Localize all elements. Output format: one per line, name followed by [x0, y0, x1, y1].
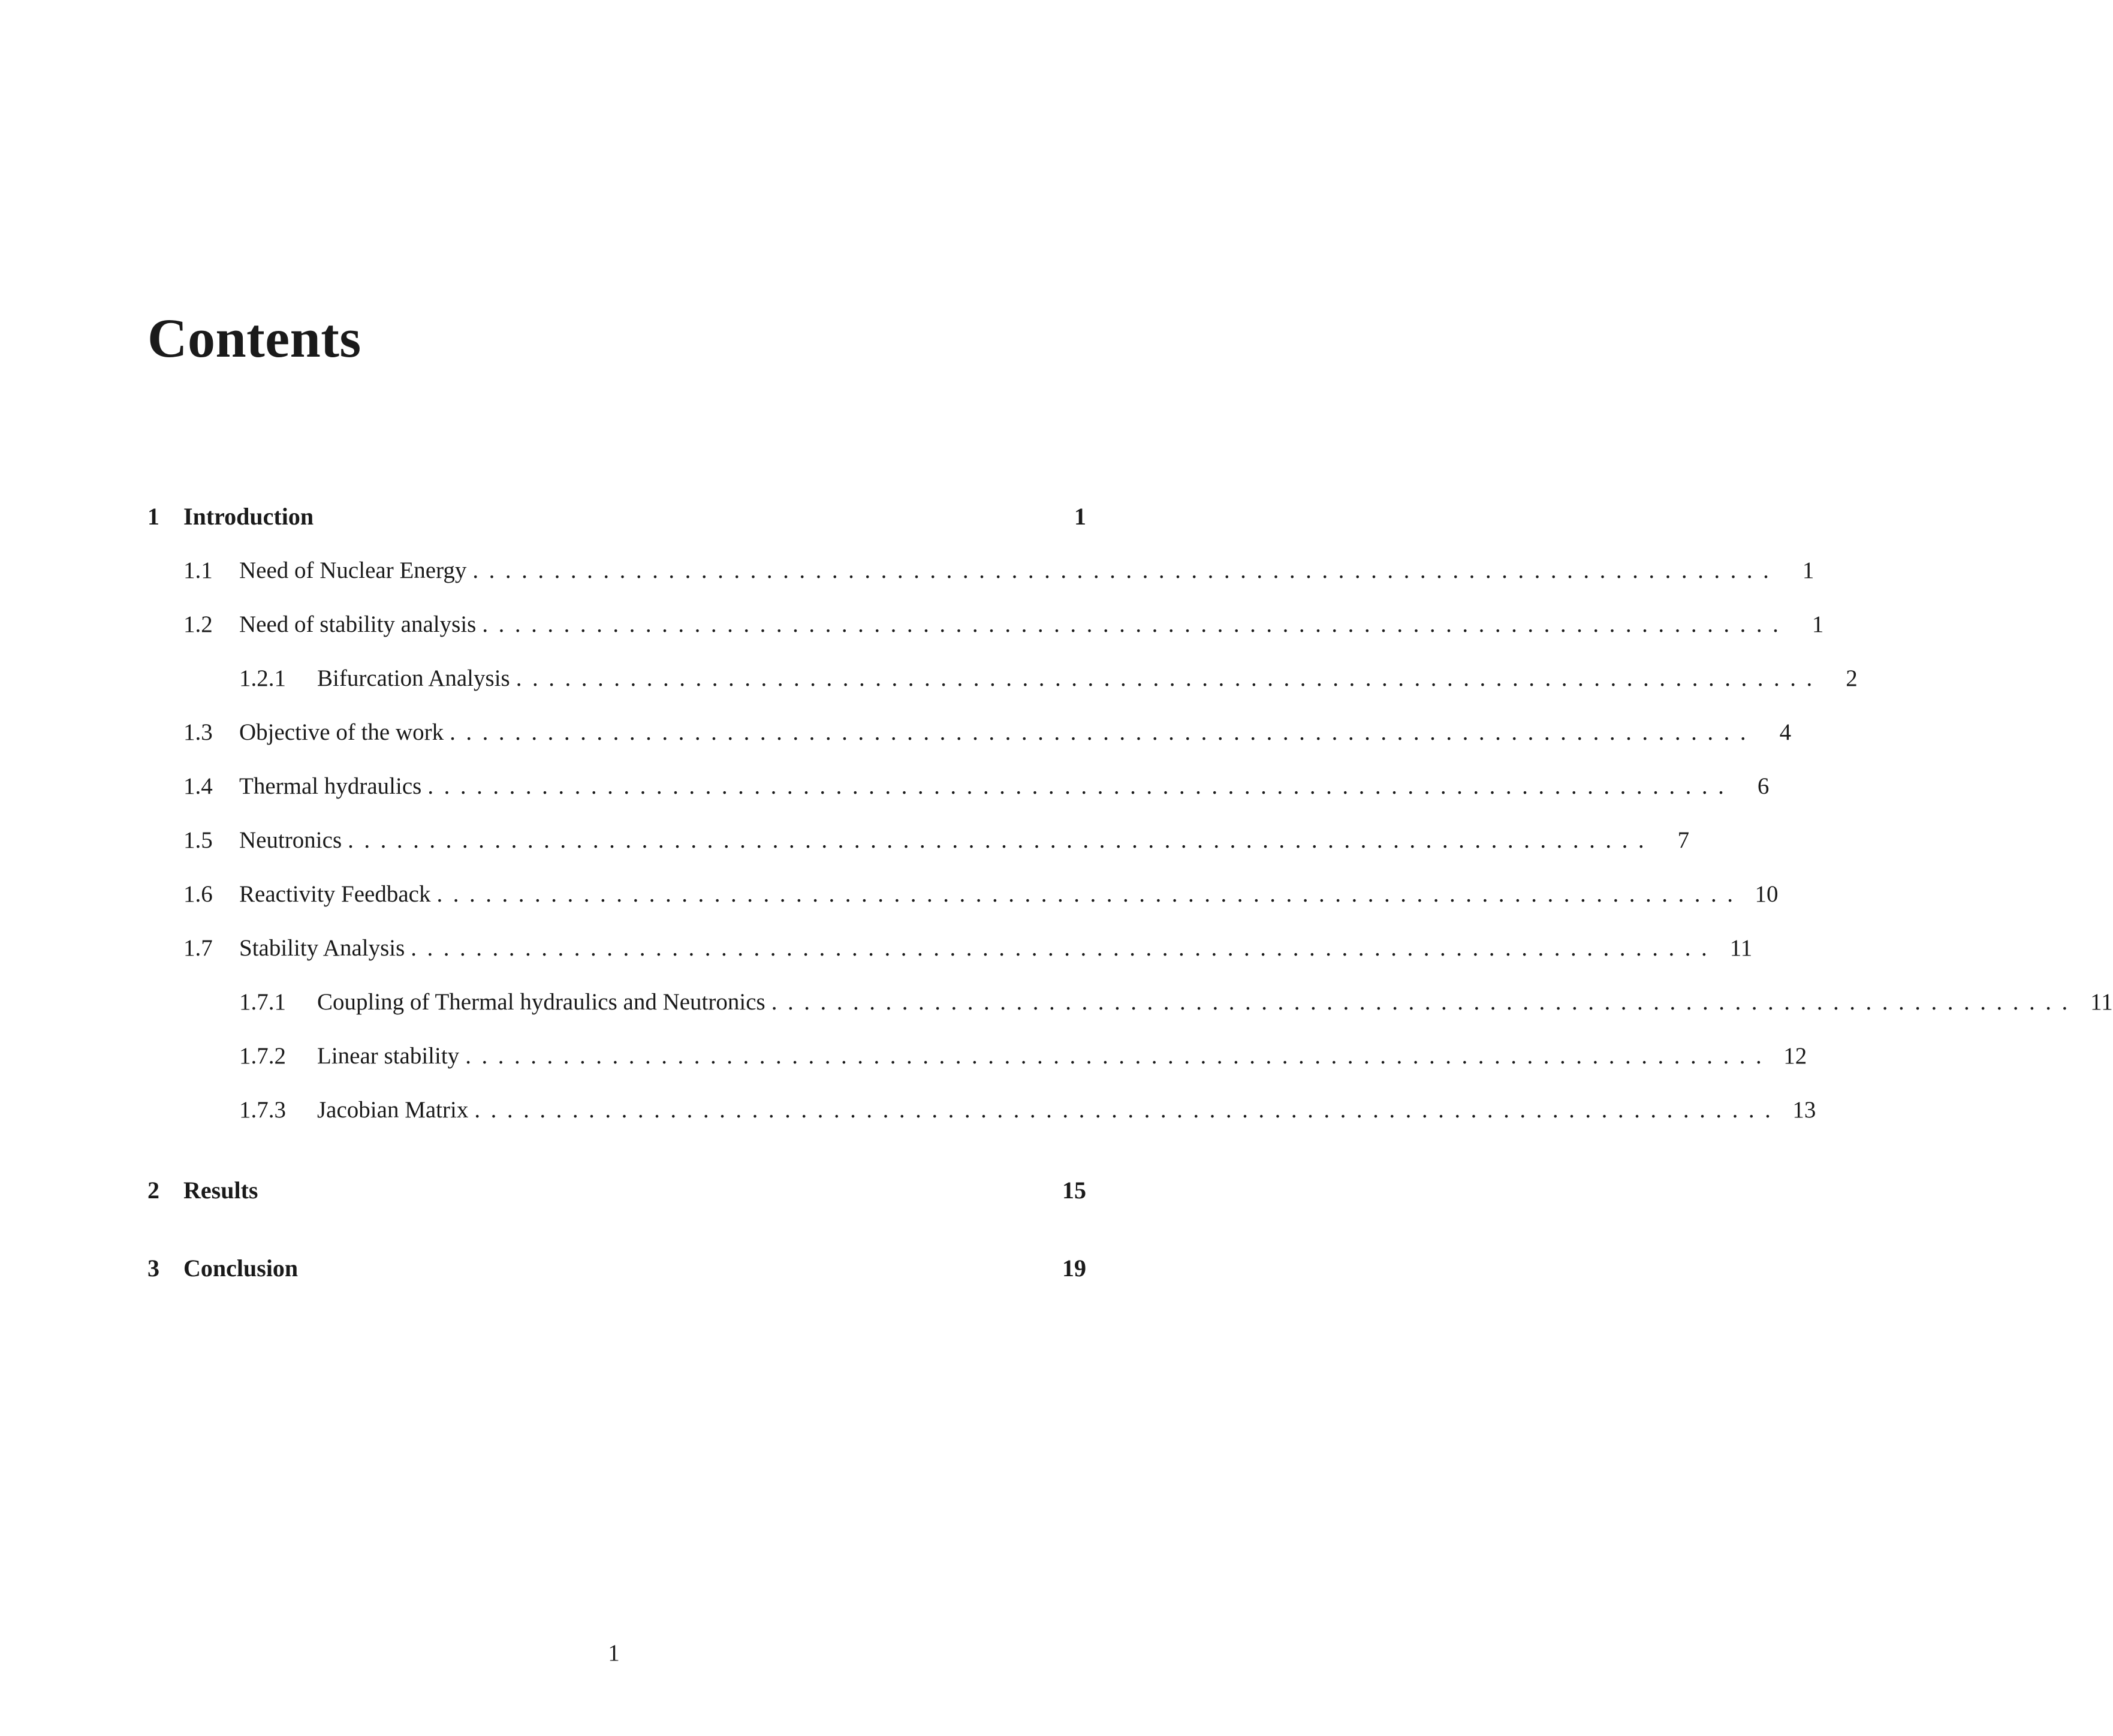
toc-dot-leader: ................................................................................ — [436, 881, 1744, 907]
toc-entry-title: Objective of the work — [239, 719, 444, 745]
toc-entry-number: 1.4 — [183, 773, 213, 799]
toc-entry-title: Introduction — [183, 503, 314, 530]
toc-page-number: 1 — [1811, 611, 1824, 637]
toc-entry-number: 1.2 — [183, 611, 213, 637]
page-title: Contents — [147, 308, 361, 369]
toc-entry-title: Linear stability — [317, 1043, 460, 1069]
toc-entry-number: 3 — [147, 1255, 159, 1282]
toc-page-number: 13 — [1792, 1097, 1816, 1123]
toc-page-number: 2 — [1846, 665, 1858, 691]
toc-entry-number: 1 — [147, 503, 159, 530]
toc-page-number: 4 — [1779, 719, 1792, 745]
toc-section-entry[interactable] — [147, 716, 1792, 749]
toc-section-entry[interactable] — [147, 770, 1770, 803]
toc-section-entry[interactable] — [147, 662, 1858, 695]
toc-page-number: 10 — [1755, 881, 1779, 907]
toc-entry-number: 1.5 — [183, 827, 213, 853]
toc-dot-leader: ................................................................................ — [474, 1097, 1782, 1123]
toc-section-entry[interactable] — [147, 1039, 1807, 1073]
toc-dot-leader: ................................................................................ — [450, 719, 1757, 745]
toc-dot-leader: ................................................................................ — [411, 935, 1718, 961]
toc-dot-leader: ................................................................................ — [516, 665, 1823, 691]
toc-page-number: 1 — [1074, 503, 1086, 530]
toc-section-entry[interactable] — [147, 878, 1779, 911]
toc-page-number: 7 — [1677, 827, 1690, 853]
toc-page-number: 12 — [1783, 1043, 1807, 1069]
toc-entry-title: Reactivity Feedback — [239, 881, 431, 907]
toc-entry-number: 1.3 — [183, 719, 213, 745]
toc-section-entry[interactable] — [147, 608, 1824, 641]
toc-dot-leader: ................................................................................ — [348, 827, 1655, 853]
toc-entry-title: Thermal hydraulics — [239, 773, 422, 799]
toc-page-number: 1 — [1802, 557, 1814, 583]
toc-entry-number: 1.6 — [183, 881, 213, 907]
toc-entry-title: Jacobian Matrix — [317, 1097, 469, 1123]
toc-entry-title: Results — [183, 1177, 258, 1204]
toc-chapter-entry[interactable] — [147, 500, 1086, 534]
toc-chapter-entry[interactable] — [147, 1252, 1086, 1285]
toc-entry-number: 2 — [147, 1177, 159, 1204]
toc-page-number: 11 — [1729, 935, 1753, 961]
toc-dot-leader: ................................................................................ — [482, 611, 1789, 637]
toc-page-number: 6 — [1757, 773, 1770, 799]
toc-page-number: 11 — [2090, 989, 2113, 1015]
toc-page-number: 19 — [1062, 1255, 1086, 1282]
toc-entry-title: Stability Analysis — [239, 935, 405, 961]
toc-dot-leader: ................................................................................ — [427, 773, 1735, 799]
toc-entry-title: Bifurcation Analysis — [317, 665, 510, 691]
toc-section-entry[interactable] — [147, 554, 1814, 587]
toc-entry-number: 1.2.1 — [239, 665, 286, 691]
toc-dot-leader: ................................................................................ — [771, 989, 2078, 1015]
toc-section-entry[interactable] — [147, 932, 1753, 965]
toc-entry-title: Neutronics — [239, 827, 342, 853]
toc-dot-leader: ................................................................................ — [465, 1043, 1773, 1069]
toc-entry-number: 1.7 — [183, 935, 213, 961]
toc-page-number: 15 — [1062, 1177, 1086, 1204]
toc-entry-title: Coupling of Thermal hydraulics and Neutronics — [317, 989, 765, 1015]
toc-section-entry[interactable] — [147, 985, 2113, 1019]
toc-section-entry[interactable] — [147, 1093, 1816, 1127]
toc-chapter-entry[interactable] — [147, 1174, 1086, 1207]
toc-entry-number: 1.1 — [183, 557, 213, 583]
toc-entry-title: Need of stability analysis — [239, 611, 477, 637]
toc-section-entry[interactable] — [147, 824, 1690, 857]
page-number-footer: 1 — [608, 1640, 620, 1666]
toc-entry-title: Need of Nuclear Energy — [239, 557, 467, 583]
toc-entry-number: 1.7.1 — [239, 989, 286, 1015]
toc-dot-leader: ................................................................................ — [472, 557, 1780, 583]
toc-entry-title: Conclusion — [183, 1255, 299, 1282]
toc-entry-number: 1.7.2 — [239, 1043, 286, 1069]
toc-entry-number: 1.7.3 — [239, 1097, 286, 1123]
